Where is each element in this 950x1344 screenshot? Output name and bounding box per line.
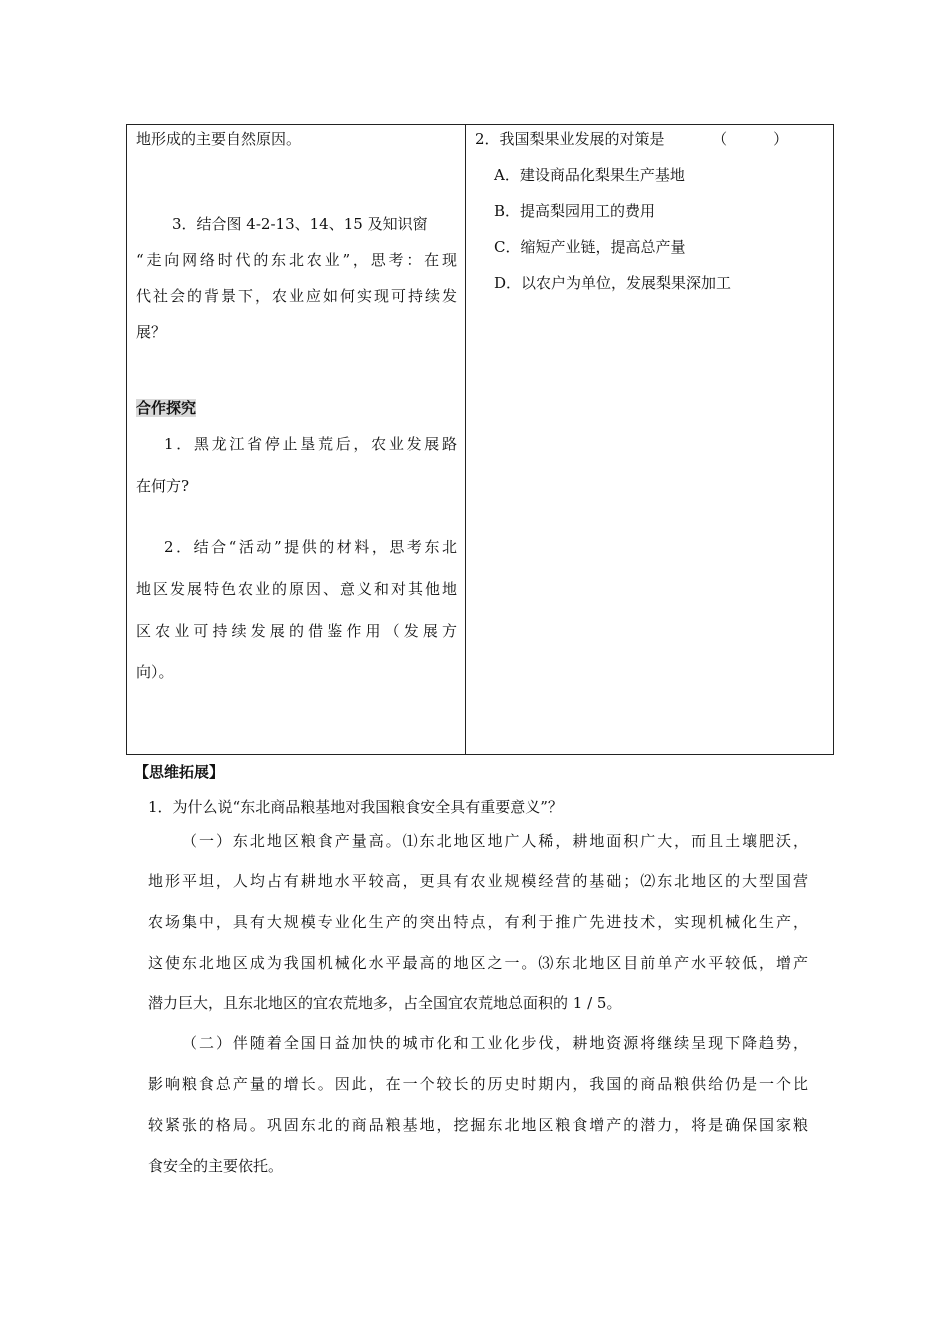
paragraph-line: （一）东北地区粮食产量高。⑴东北地区地广人稀，耕地面积广大，而且土壤肥沃， bbox=[182, 832, 808, 850]
table-cell-left bbox=[127, 125, 465, 754]
cooperation-question-2-line: 2．结合“活动”提供的材料，思考东北 bbox=[164, 538, 457, 556]
option-a: A．建设商品化梨果生产基地 bbox=[494, 166, 685, 184]
exercise-table bbox=[126, 124, 834, 755]
option-c: C．缩短产业链，提高总产量 bbox=[494, 238, 686, 256]
cooperation-question-2-line: 区农业可持续发展的借鉴作用（发展方 bbox=[136, 622, 457, 640]
question-2-stem bbox=[475, 130, 788, 148]
question-3-line: 3．结合图 4-2-13、14、15 及知识窗 bbox=[172, 215, 428, 233]
table-cell-right bbox=[466, 125, 833, 754]
paragraph-line: （二）伴随着全国日益加快的城市化和工业化步伐，耕地资源将继续呈现下降趋势， bbox=[182, 1034, 808, 1052]
extension-question-1: 1．为什么说“东北商品粮基地对我国粮食安全具有重要意义”？ bbox=[148, 798, 563, 816]
cooperation-question-2-line: 向）。 bbox=[136, 663, 174, 681]
question-3-line: “走向网络时代的东北农业”，思考：在现 bbox=[136, 251, 457, 269]
answer-paren-close: ） bbox=[773, 130, 789, 148]
section-heading-extension: 【思维拓展】 bbox=[134, 763, 225, 781]
paragraph-line: 潜力巨大，且东北地区的宜农荒地多，占全国宜农荒地总面积的 1 / 5。 bbox=[148, 994, 622, 1012]
paragraph-line: 较紧张的格局。巩固东北的商品粮基地，挖掘东北地区粮食增产的潜力，将是确保国家粮 bbox=[148, 1116, 808, 1134]
option-d: D．以农户为单位，发展梨果深加工 bbox=[494, 274, 732, 292]
question-2-text: 2．我国梨果业发展的对策是 bbox=[475, 130, 665, 148]
question-3-line: 代社会的背景下，农业应如何实现可持续发 bbox=[136, 287, 457, 305]
question-3-line: 展？ bbox=[136, 323, 167, 341]
cooperation-question-1-line: 1．黑龙江省停止垦荒后，农业发展路 bbox=[164, 435, 457, 453]
paragraph-line: 食安全的主要依托。 bbox=[148, 1157, 284, 1175]
cooperation-question-2-line: 地区发展特色农业的原因、意义和对其他地 bbox=[136, 580, 457, 598]
paragraph-line: 地形平坦，人均占有耕地水平较高，更具有农业规模经营的基础；⑵东北地区的大型国营 bbox=[148, 872, 808, 890]
paragraph-line: 影响粮食总产量的增长。因此，在一个较长的历史时期内，我国的商品粮供给仍是一个比 bbox=[148, 1075, 808, 1093]
answer-paren-open: （ bbox=[712, 130, 728, 148]
text-line: 地形成的主要自然原因。 bbox=[136, 130, 302, 148]
paragraph-line: 农场集中，具有大规模专业化生产的突出特点，有利于推广先进技术，实现机械化生产， bbox=[148, 913, 808, 931]
option-b: B．提高梨园用工的费用 bbox=[494, 202, 656, 220]
paragraph-line: 这使东北地区成为我国机械化水平最高的地区之一。⑶东北地区目前单产水平较低，增产 bbox=[148, 954, 808, 972]
cooperation-question-1-line: 在何方? bbox=[136, 477, 190, 495]
section-heading-cooperation: 合作探究 bbox=[136, 399, 197, 417]
